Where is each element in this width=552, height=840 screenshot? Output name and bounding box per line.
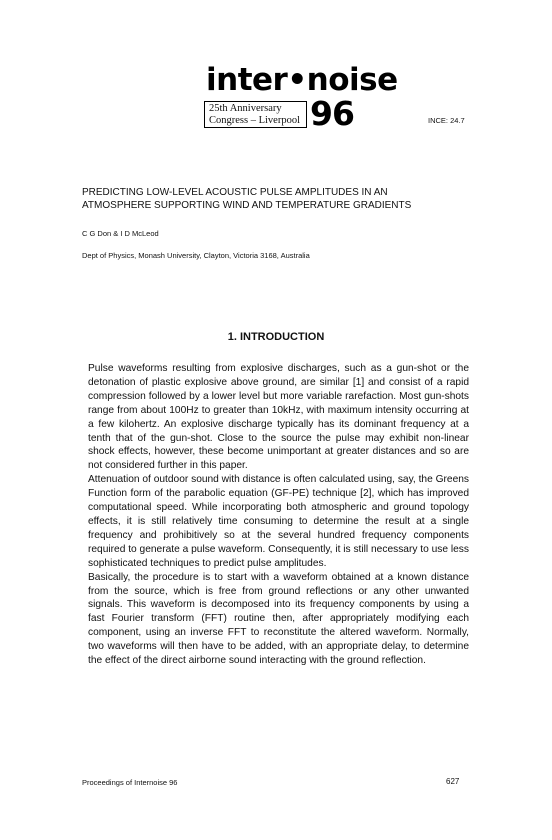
affiliation: Dept of Physics, Monash University, Clayton, Victoria 3168, Australia [82,251,310,260]
logo-year: 96 [310,94,354,133]
logo-anniversary-box [204,101,307,128]
authors: C G Don & I D McLeod [82,229,159,238]
logo-congress-line: Congress – Liverpool [209,114,300,126]
section-heading: 1. INTRODUCTION [227,331,325,343]
paper-title-line-2: ATMOSPHERE SUPPORTING WIND AND TEMPERATURE GRADIENTS [82,200,412,211]
paper-code: INCE: 24.7 [428,116,465,125]
logo-anniversary-line: 25th Anniversary [209,103,282,114]
page-number: 627 [446,777,460,786]
footer-proceedings: Proceedings of Internoise 96 [82,778,178,787]
paragraph: Pulse waveforms resulting from explosive discharges, such as a gun-shot or the detonation of plastic explosive above ground, are similar [1] and consist of a rapid compression followed by a lower level but more variable rarefaction. Most gun-shots range from about 100Hz to greater than 10kHz, with maximum intensity occurring at a few kilohertz. An explosive discharge typically has its dominant frequency at a tenth that of the gun-shot. Close to the source the pulse may exhibit non-linear shock effects, however, these become unimportant at greater distances and so are not considered further in this paper. [88,363,469,472]
introduction-body [88,362,469,668]
conference-logo [204,62,398,133]
paper-title-line-1: PREDICTING LOW-LEVEL ACOUSTIC PULSE AMPLITUDES IN AN [82,187,388,198]
paper-title [82,186,411,212]
logo-wordmark: inter•noise [206,62,398,98]
paragraph: Basically, the procedure is to start with a waveform obtained at a known distance from the source, which is free from ground reflections or any other unwanted signals. This waveform is decomposed into its frequency components by using a fast Fourier transform (FFT) routine then, after appropriately modifying each component, using an inverse FFT to reconstitute the altered waveform. Normally, two waveforms will then have to be added, with an appropriate delay, to determine the effect of the direct airborne sound interacting with the ground reflection. [88,571,469,667]
paragraph: Attenuation of outdoor sound with distance is often calculated using, say, the Greens Function form of the parabolic equation (GF-PE) technique [2], which has improved computational speed. While incorporating both atmospheric and ground topology effects, it is still relatively time consuming to determine the result at a single frequency and prohibitively so at the several hundred frequency components required to generate a pulse waveform. Consequently, it is still necessary to use less sophisticated techniques to predict pulse amplitudes. [88,474,469,569]
